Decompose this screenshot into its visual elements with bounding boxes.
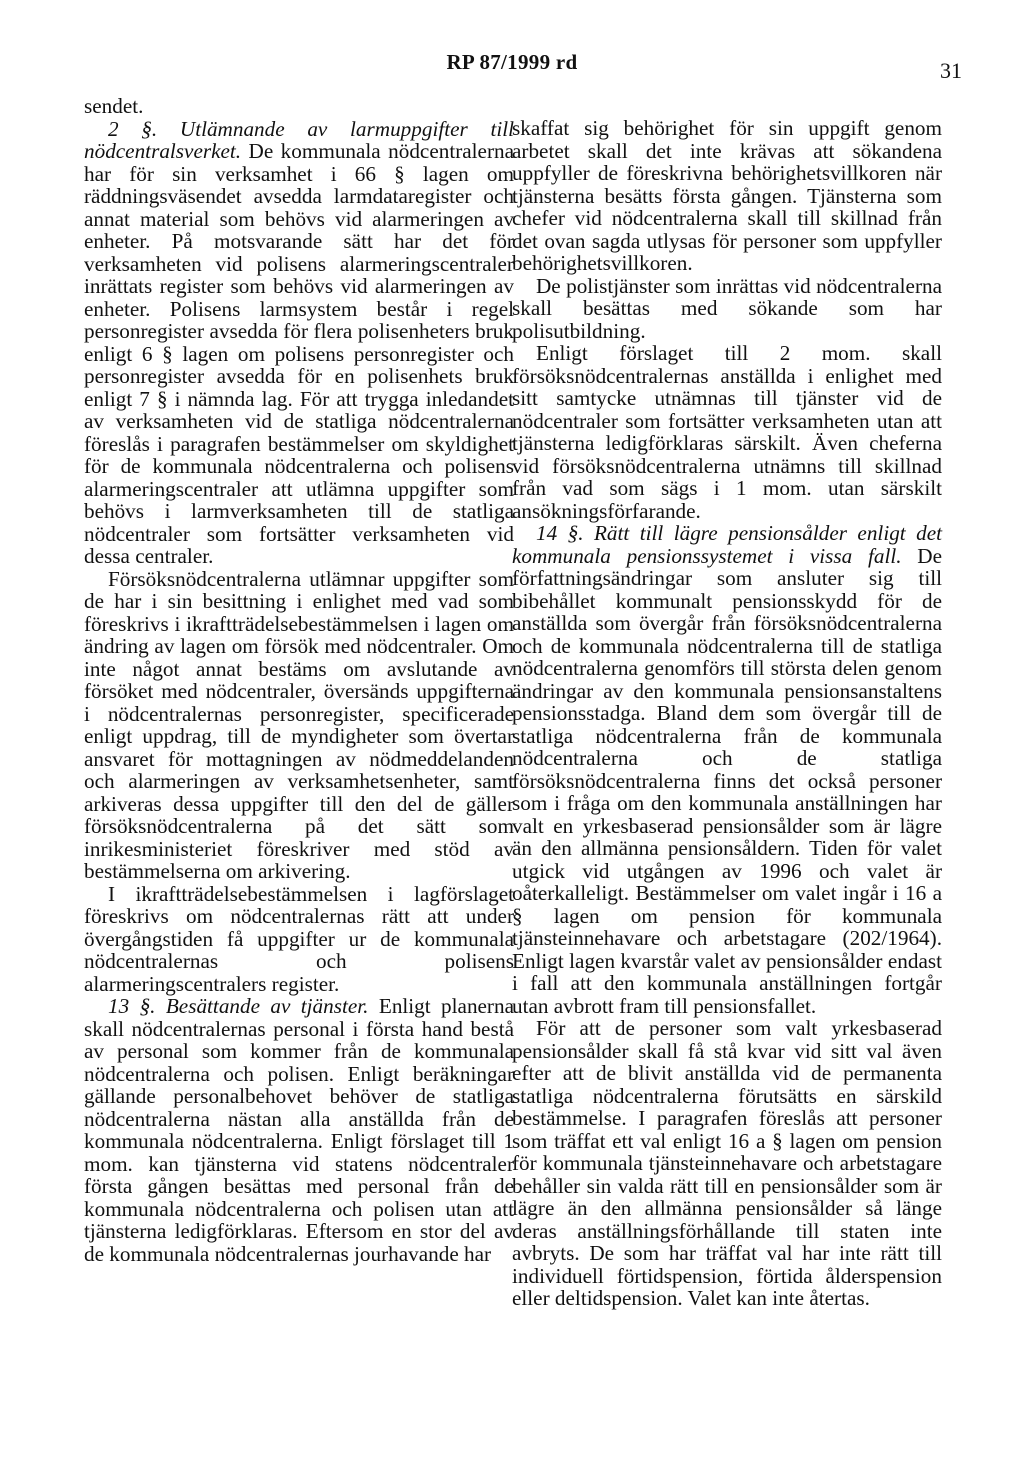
section-paragraph: [512, 522, 942, 1017]
paragraph: I ikraftträdelsebestämmelsen i lagförslaget föreskrivs om nödcentralernas rätt att under övergångstiden få uppgifter ur de kommunala nödcentralernas och polisens alarmeringscentralers register.: [84, 881, 514, 996]
section-heading: Utlämnande av larmuppgifter till nödcentralsverket.: [84, 116, 514, 163]
paragraph: sendet.: [84, 94, 144, 118]
section-number: 13 §.: [108, 994, 156, 1018]
page-number: 31: [940, 58, 962, 83]
section-body: De kommunala nödcentralerna har för sin verksamhet i 66 § lagen om räddningsväsendet avsedda larmdataregister och annat material som behövs vid alarmeringen av enheter. På motsvarande sätt har det för verksamheten vid polisens alarmeringscentraler inrättats register som behövs vid alarmeringen av enheter. Polisens larmsystem består i regel personregister avsedda för flera polisenheters bruk enligt 6 § lagen om polisens personregister och personregister avsedda för en polisenhets bruk enligt 7 § i nämnda lag. För att trygga inledandet av verksamheten vid de statliga nödcentralerna föreslås i paragrafen bestämmelser om skyldighet för de kommunala nödcentralerna och polisens alarmeringscentraler att utlämna uppgifter som behövs i larmverksamheten till de statliga nödcentraler som fortsätter verksamheten vid dessa centraler.: [84, 139, 515, 568]
section-heading: Besättande av tjänster.: [165, 994, 369, 1018]
paragraph: Försöksnödcentralerna utlämnar uppgifter som de har i sin besittning i enlighet med vad som föreskrivs i ikraftträdelsebestämmelsen i lagen om ändring av lagen om försök med nödcentraler. Om inte något annat bestäms om avslutande av försöket med nödcentraler, översänds uppgifterna i nödcentralernas personregister, specificerade enligt uppdrag, till de myndigheter som övertar ansvaret för mottagningen av nödmeddelanden och alarmeringen av verksamhetsenheter, samt arkiveras dessa uppgifter till den del de gäller försöksnödcentralerna på det sätt som inrikesministeriet föreskriver med stöd av bestämmelserna om arkivering.: [84, 566, 514, 883]
right-column: [512, 117, 942, 1310]
left-column: [84, 95, 514, 1265]
paragraph: Enligt förslaget till 2 mom. skall försöksnödcentralernas anställda i enlighet med sitt samtycke utnämnas till tjänster vid de nödcentraler som fortsätter verksamheten utan att tjänsterna ledigförklaras särskilt. Även cheferna vid försöksnödcentralerna utnämns till skillnad från vad som sägs i 1 mom. utan särskilt ansökningsförfarande.: [512, 341, 942, 523]
section-body: De författningsändringar som ansluter sig till bibehållet kommunalt pensionsskydd för de anställda som övergår från försöksnödcentralerna och de kommunala nödcentralerna till de statliga nödcentralerna genomförs till största delen genom ändringar av den kommunala pensionsanstaltens pensionsstadga. Bland dem som övergår till de statliga nödcentralerna från de kommunala nödcentralerna och de statliga försöksnödcentralerna finns det också personer som i fråga om den kommunala anställningen har valt en yrkesbaserad pensionsålder som är lägre än den allmänna pensionsåldern. Tiden för valet utgick vid utgången av 1996 och valet är oåterkalleligt. Bestämmelser om valet ingår i 16 a § lagen om pension för kommunala tjänsteinnehavare och arbetstagare (202/1964). Enligt lagen kvarstår valet av pensionsålder endast i fall att den kommunala anställningen fortgår utan avbrott fram till pensionsfallet.: [512, 543, 942, 1018]
section-paragraph: [84, 995, 514, 1265]
paragraph: För att de personer som valt yrkesbaserad pensionsålder skall få stå kvar vid sitt val även efter att de blivit anställda vid de permanenta statliga nödcentralerna förutsätts en särskild bestämmelse. I paragrafen föreslås att personer som träffat ett val enligt 16 a § lagen om pension för kommunala tjänsteinnehavare och arbetstagare behåller sin valda rätt till en pensionsålder som är lägre än den allmänna pensionsålder så länge deras anställningsförhållande till staten inte avbryts. De som har träffat val har inte rätt till individuell förtidspension, förtida ålderspension eller deltidspension. Valet kan inte återtas.: [512, 1016, 942, 1310]
paragraph: De polistjänster som inrättas vid nödcentralerna skall besättas med sökande som har polisutbildning.: [512, 273, 942, 343]
section-number: 14 §.: [536, 521, 584, 545]
section-paragraph: [84, 118, 514, 568]
paragraph: skaffat sig behörighet för sin uppgift genom arbetet skall det inte krävas att sökandena uppfyller de föreskrivna behörighetsvillkoren när tjänsterna besätts första gången. Tjänsterna som chefer vid nödcentralerna skall till skillnad från det ovan sagda utlysas för personer som uppfyller behörighetsvillkoren.: [512, 116, 942, 275]
section-body: Enligt planerna skall nödcentralernas personal i första hand bestå av personal som kommer från de kommunala nödcentralerna och polisen. Enligt beräkningar gällande personalbehovet behöver de statliga nödcentralerna nästan alla anställda från de kommunala nödcentralerna. Enligt förslaget till 1 mom. kan tjänsterna vid statens nödcentraler första gången besättas med personal från de kommunala nödcentralerna och polisen utan att tjänsterna ledigförklaras. Eftersom en stor del av de kommunala nödcentralernas jourhavande har: [84, 994, 514, 1266]
section-heading: Rätt till lägre pensionsålder enligt det kommunala pensionssystemet i vissa fall.: [512, 521, 943, 568]
section-number: 2 §.: [108, 116, 158, 141]
running-header: RP 87/1999 rd: [446, 50, 578, 74]
